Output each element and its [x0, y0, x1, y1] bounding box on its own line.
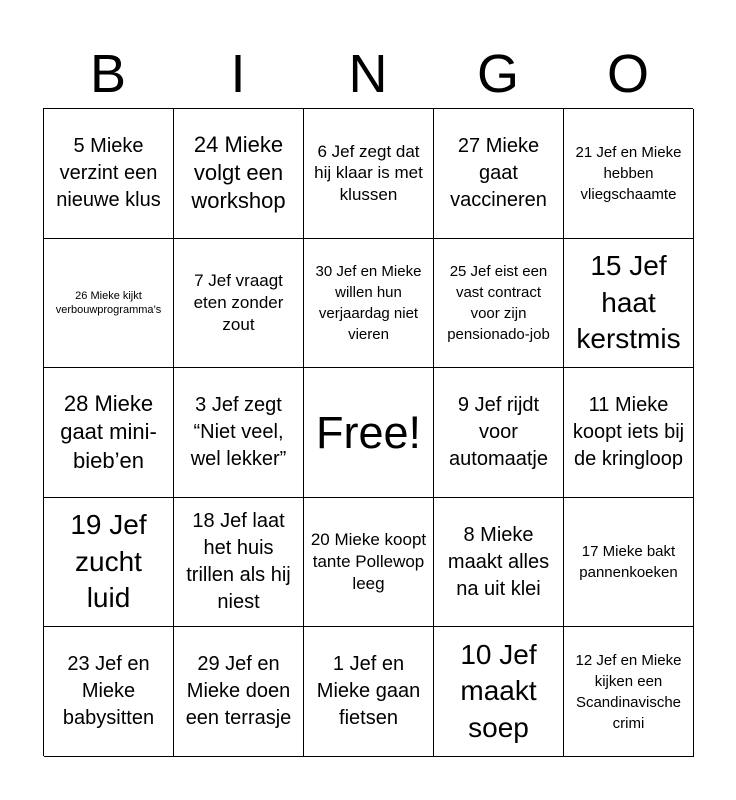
cell-text: 23 Jef en Mieke babysitten	[62, 653, 155, 730]
bingo-card	[43, 108, 693, 756]
cell-text: 12 Jef en Mieke kijken een Scandinavische crimi	[575, 651, 682, 732]
header-letter-i: I	[230, 44, 246, 104]
bingo-header	[43, 40, 693, 108]
cell-text: 29 Jef en Mieke doen een terrasje	[185, 653, 292, 730]
free-space-label: Free!	[315, 406, 422, 458]
cell-text: 9 Jef rijdt voor automaatje	[449, 393, 548, 470]
cell-text: 15 Jef haat kerstmis	[576, 250, 681, 355]
cell-text: 3 Jef zegt “Niet veel, wel lekker”	[190, 393, 287, 470]
bingo-cell-r5c3[interactable]	[304, 627, 434, 757]
cell-text: 8 Mieke maakt alles na uit klei	[447, 523, 550, 600]
cell-text: 28 Mieke gaat mini-bieb’en	[60, 391, 157, 473]
bingo-cell-r1c4[interactable]	[434, 109, 564, 239]
cell-text: 25 Jef eist een vast contract voor zijn pensionado-job	[447, 262, 550, 343]
bingo-cell-r1c5[interactable]	[564, 109, 694, 239]
bingo-cell-free[interactable]	[304, 368, 434, 498]
cell-text: 10 Jef maakt soep	[460, 639, 537, 743]
bingo-cell-r5c1[interactable]	[44, 627, 174, 757]
bingo-cell-r5c4[interactable]	[434, 627, 564, 757]
cell-text: 30 Jef en Mieke willen hun verjaardag niet vieren	[315, 262, 422, 343]
bingo-cell-r4c4[interactable]	[434, 498, 564, 628]
cell-text: 19 Jef zucht luid	[70, 509, 147, 614]
header-letter-b: B	[89, 44, 127, 104]
bingo-cell-r5c2[interactable]	[174, 627, 304, 757]
bingo-cell-r2c5[interactable]	[564, 239, 694, 369]
bingo-cell-r3c2[interactable]	[174, 368, 304, 498]
cell-text: 26 Mieke kijkt verbouwprogramma’s	[55, 289, 162, 316]
bingo-cell-r2c3[interactable]	[304, 239, 434, 369]
cell-text: 7 Jef vraagt eten zonder zout	[193, 271, 284, 334]
header-letter-o: O	[606, 44, 649, 104]
cell-text: 11 Mieke koopt iets bij de kringloop	[572, 393, 685, 470]
bingo-cell-r1c3[interactable]	[304, 109, 434, 239]
cell-text: 27 Mieke gaat vaccineren	[450, 134, 547, 211]
header-letter-n: N	[348, 44, 388, 104]
bingo-cell-r3c1[interactable]	[44, 368, 174, 498]
bingo-cell-r4c5[interactable]	[564, 498, 694, 628]
bingo-cell-r2c2[interactable]	[174, 239, 304, 369]
bingo-cell-r1c1[interactable]	[44, 109, 174, 239]
header-letter-g: G	[476, 44, 519, 104]
bingo-cell-r1c2[interactable]	[174, 109, 304, 239]
bingo-cell-r2c4[interactable]	[434, 239, 564, 369]
cell-text: 18 Jef laat het huis trillen als hij niest	[186, 510, 291, 614]
cell-text: 5 Mieke verzint een nieuwe klus	[56, 134, 161, 211]
bingo-cell-r4c1[interactable]	[44, 498, 174, 628]
bingo-cell-r5c5[interactable]	[564, 627, 694, 757]
cell-text: 6 Jef zegt dat hij klaar is met klussen	[314, 141, 423, 205]
bingo-cell-r4c2[interactable]	[174, 498, 304, 628]
cell-text: 1 Jef en Mieke gaan fietsen	[316, 653, 421, 730]
cell-text: 21 Jef en Mieke hebben vliegschaamte	[575, 143, 682, 203]
bingo-cell-r2c1[interactable]	[44, 239, 174, 369]
bingo-cell-r3c4[interactable]	[434, 368, 564, 498]
bingo-cell-r3c5[interactable]	[564, 368, 694, 498]
bingo-cell-r4c3[interactable]	[304, 498, 434, 628]
cell-text: 20 Mieke koopt tante Pollewop leeg	[310, 530, 427, 593]
cell-text: 17 Mieke bakt pannenkoeken	[579, 543, 678, 582]
cell-text: 24 Mieke volgt een workshop	[191, 132, 286, 214]
